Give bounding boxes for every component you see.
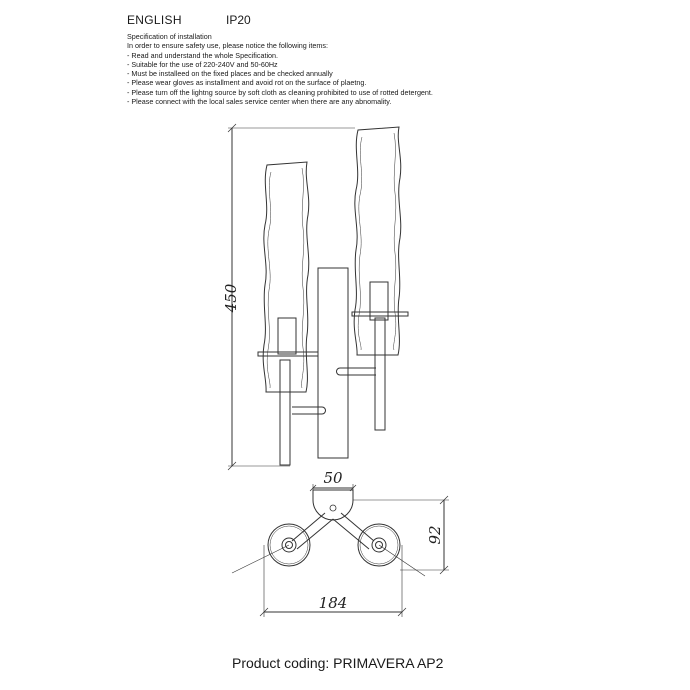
depth-label: 50 [323,469,343,487]
spec-line: - Please turn off the lightng source by soft cloth as cleaning prohibited to use of rotted detergent. [127,87,433,97]
height-label: 450 [222,283,240,313]
left-stem [280,360,290,465]
spec-line: In order to ensure safety use, please notice the following items: [127,41,328,51]
right-socket [370,282,388,320]
projection-label: 92 [426,525,444,545]
spec-line: - Read and understand the whole Specification. [127,50,279,60]
language-label: ENGLISH [127,13,182,27]
width-label: 184 [318,594,348,612]
ip-rating: IP20 [226,13,251,27]
spec-line: - Suitable for the use of 220-240V and 50-60Hz [127,59,278,69]
spec-line: Specification of installation [127,32,212,41]
wall-plate [318,268,348,458]
left-socket [278,318,296,354]
spec-line: - Must be installeed on the fixed places and be checked annually [127,69,333,79]
front-view [228,124,408,470]
spec-line: - Please connect with the local sales service center when there are any abnomality. [127,97,392,107]
right-stem [375,318,385,430]
product-coding: Product coding: PRIMAVERA AP2 [232,655,444,671]
spec-line: - Please wear gloves as installment and avoid rot on the surface of plaetng. [127,78,367,88]
